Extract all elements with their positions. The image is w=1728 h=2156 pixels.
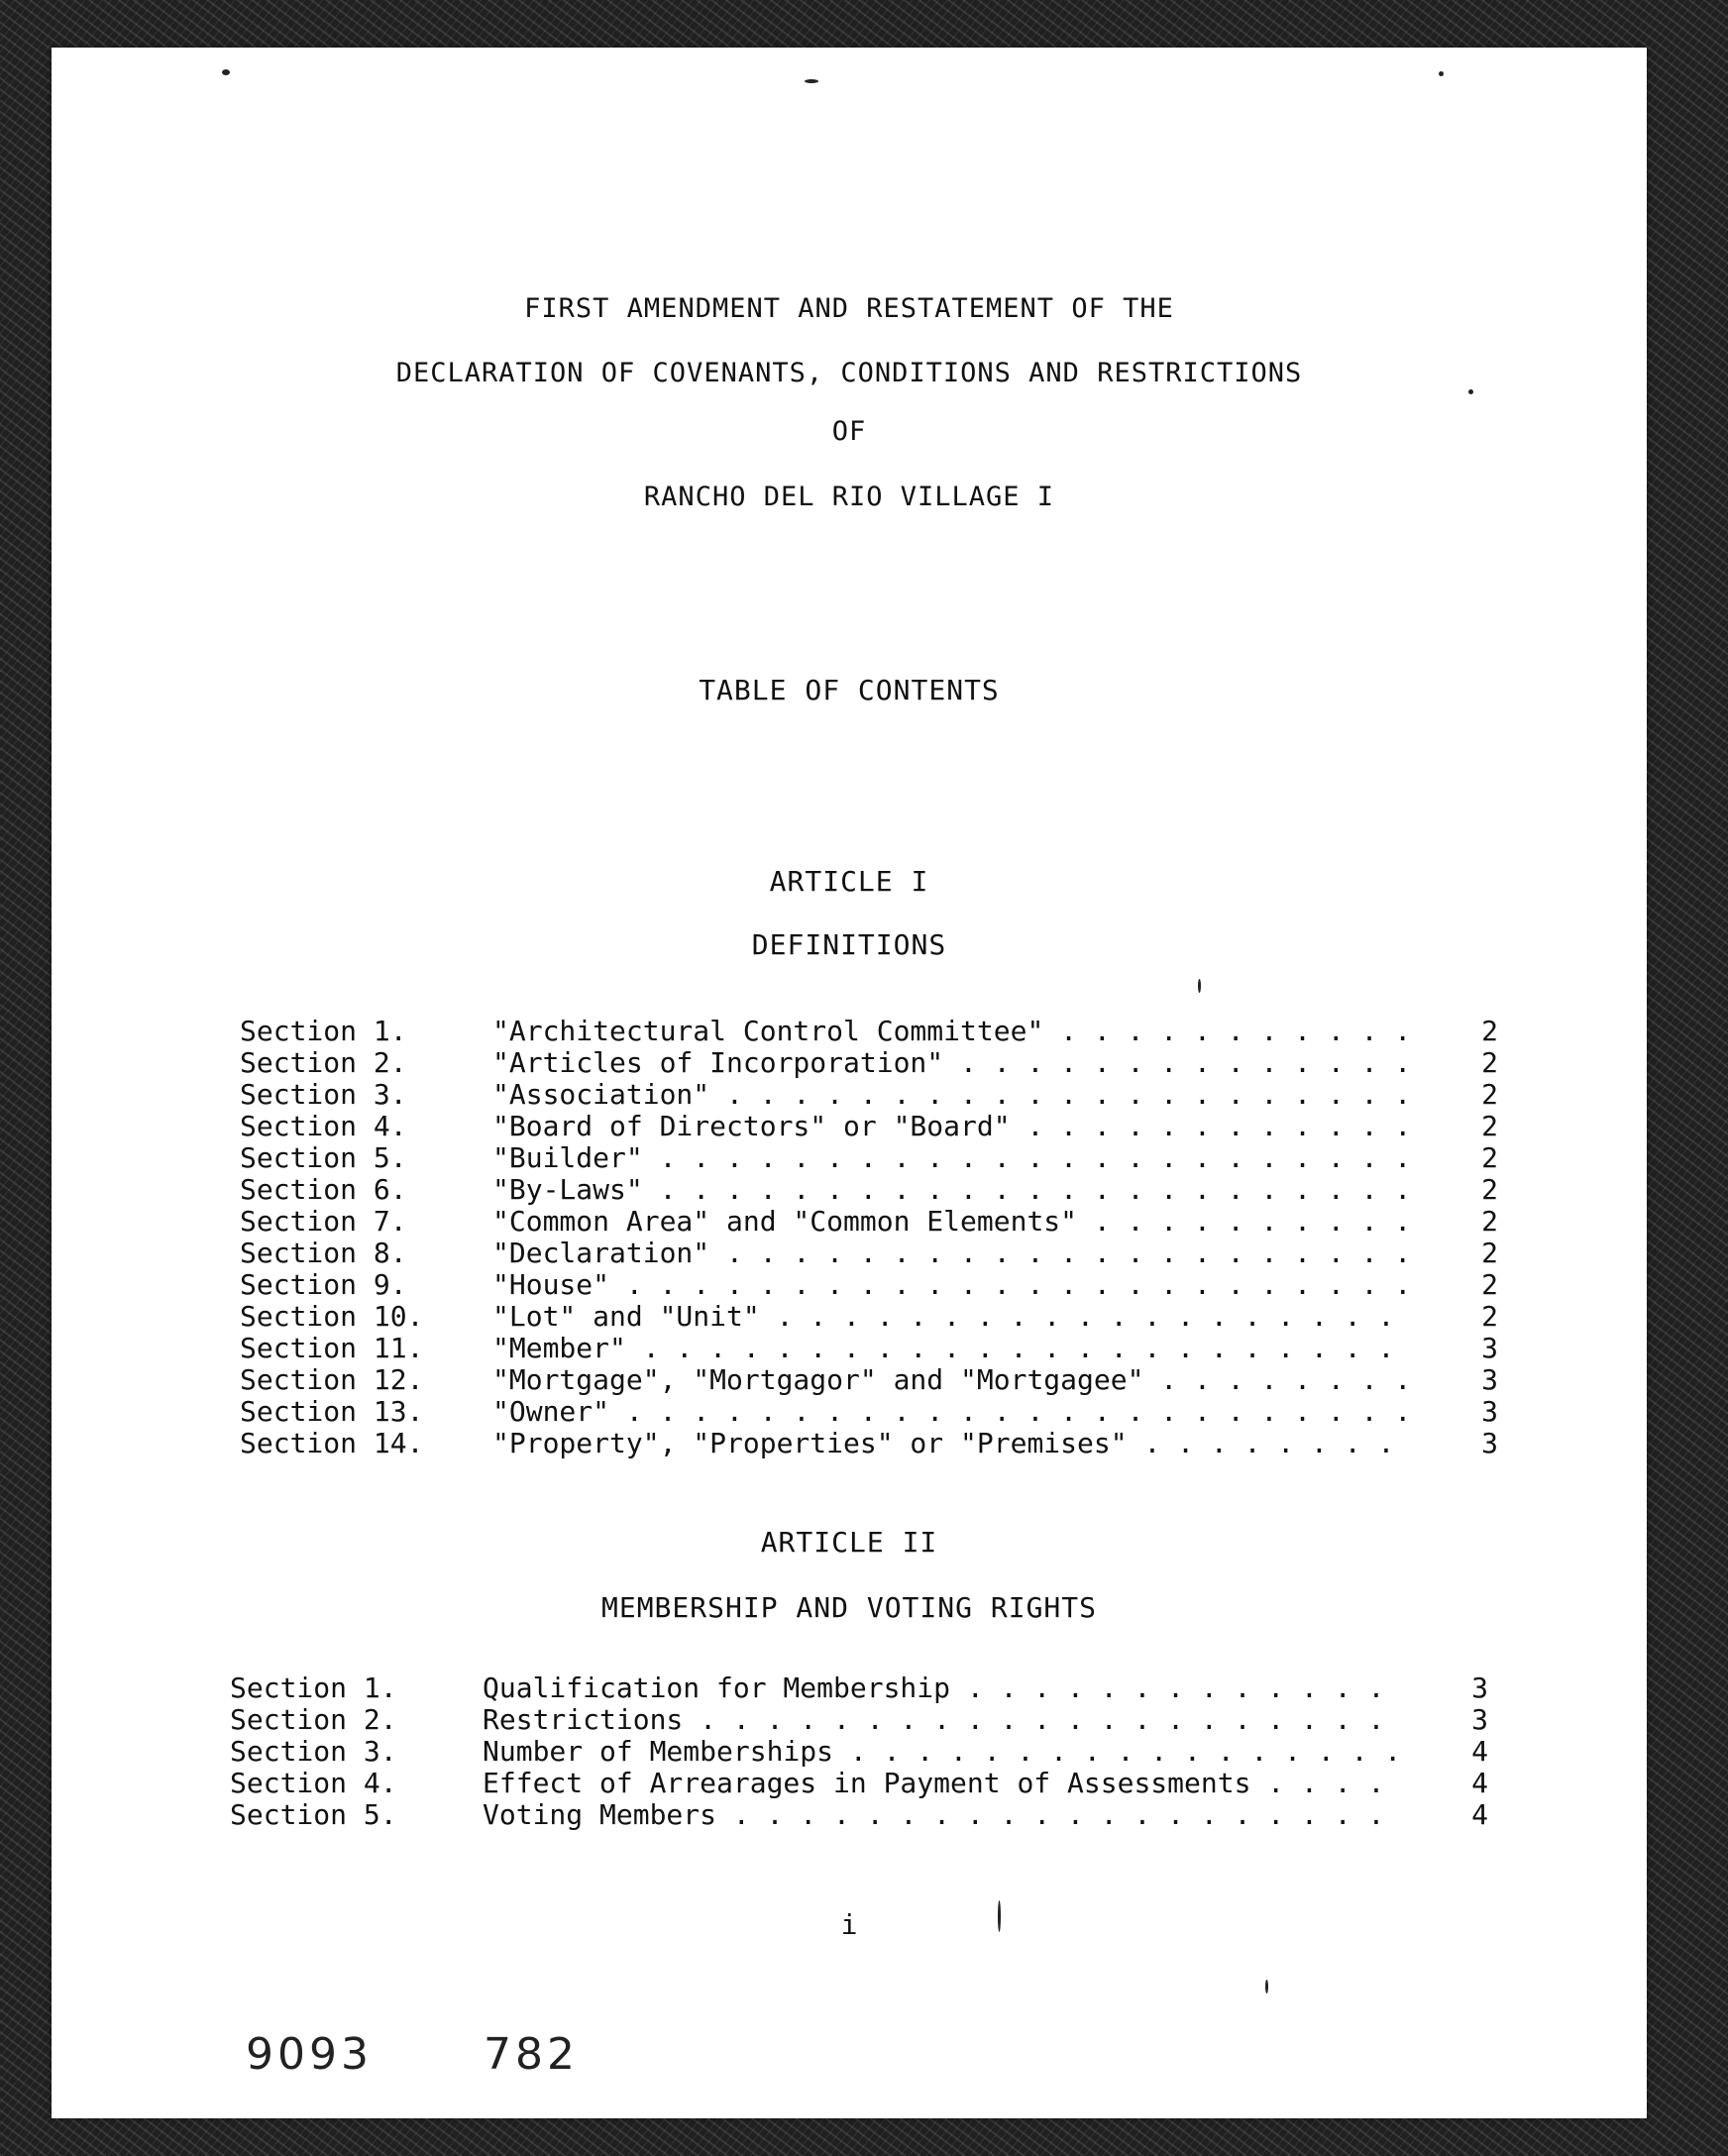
section-label: Section 7. xyxy=(240,1205,407,1238)
section-title: "Property", "Properties" or "Premises" . . . xyxy=(492,1428,1414,1459)
section-label: Section 5. xyxy=(240,1141,407,1174)
section-page-number: 4 xyxy=(1471,1735,1488,1768)
article-1-title: DEFINITIONS xyxy=(751,928,947,961)
section-label: Section 9. xyxy=(240,1268,407,1301)
section-page-number: 3 xyxy=(1481,1332,1498,1364)
section-title: "Articles of Incorporation" . . . xyxy=(492,1047,1414,1079)
section-page-number: 2 xyxy=(1481,1237,1498,1269)
section-title: "Builder" . . . xyxy=(492,1142,1414,1174)
document-title-line-3: OF xyxy=(831,416,867,447)
document-page xyxy=(52,48,1647,2118)
section-label: Section 1. xyxy=(230,1671,397,1704)
scan-speck xyxy=(998,1900,1001,1932)
section-label: Section 6. xyxy=(240,1173,407,1206)
section-title: "By-Laws" . . . xyxy=(492,1174,1414,1206)
section-page-number: 2 xyxy=(1481,1078,1498,1111)
document-title-line-2: DECLARATION OF COVENANTS, CONDITIONS AND RESTRICTIONS xyxy=(395,358,1303,388)
section-title: "Owner" . . . xyxy=(492,1396,1414,1428)
section-label: Section 4. xyxy=(240,1110,407,1142)
section-page-number: 2 xyxy=(1481,1300,1498,1333)
section-page-number: 2 xyxy=(1481,1173,1498,1206)
section-title: "Lot" and "Unit" . . . xyxy=(492,1301,1414,1333)
scan-speck xyxy=(1265,1980,1268,1994)
scan-speck xyxy=(1468,389,1473,394)
toc-heading: TABLE OF CONTENTS xyxy=(699,674,1000,706)
section-label: Section 3. xyxy=(240,1078,407,1111)
section-title: "Declaration" . . . xyxy=(492,1238,1414,1269)
section-label: Section 13. xyxy=(240,1395,424,1428)
page-number: i xyxy=(840,1908,858,1941)
section-page-number: 2 xyxy=(1481,1205,1498,1238)
section-page-number: 4 xyxy=(1471,1798,1488,1831)
document-title-line-1: FIRST AMENDMENT AND RESTATEMENT OF THE xyxy=(524,293,1174,324)
section-title: "Mortgage", "Mortgagor" and "Mortgagee" . . . xyxy=(492,1364,1414,1396)
article-2-title: MEMBERSHIP AND VOTING RIGHTS xyxy=(600,1591,1097,1624)
article-1-number: ARTICLE I xyxy=(769,865,929,898)
section-label: Section 1. xyxy=(240,1015,407,1047)
section-title: Qualification for Membership . . . xyxy=(483,1672,1404,1704)
section-title: "Member" . . . xyxy=(492,1333,1414,1364)
section-label: Section 12. xyxy=(240,1363,424,1396)
document-title-line-4: RANCHO DEL RIO VILLAGE I xyxy=(643,482,1055,512)
scan-speck xyxy=(1439,71,1444,76)
section-page-number: 3 xyxy=(1481,1363,1498,1396)
stamp-number-right: 782 xyxy=(484,2029,579,2080)
section-page-number: 3 xyxy=(1471,1671,1488,1704)
section-label: Section 2. xyxy=(240,1046,407,1079)
section-page-number: 2 xyxy=(1481,1110,1498,1142)
section-page-number: 3 xyxy=(1471,1703,1488,1736)
section-label: Section 3. xyxy=(230,1735,397,1768)
section-label: Section 11. xyxy=(240,1332,424,1364)
section-page-number: 2 xyxy=(1481,1268,1498,1301)
section-label: Section 14. xyxy=(240,1427,424,1459)
section-page-number: 4 xyxy=(1471,1767,1488,1799)
scan-speck xyxy=(1198,979,1201,993)
section-title: "Board of Directors" or "Board" . . . xyxy=(492,1111,1414,1142)
section-title: "Architectural Control Committee" . . . xyxy=(492,1016,1414,1047)
section-label: Section 5. xyxy=(230,1798,397,1831)
section-label: Section 10. xyxy=(240,1300,424,1333)
section-title: Restrictions . . . xyxy=(483,1704,1404,1736)
stamp-number-left: 9093 xyxy=(246,2029,373,2080)
scan-speck xyxy=(805,79,818,83)
section-page-number: 3 xyxy=(1481,1395,1498,1428)
section-page-number: 2 xyxy=(1481,1141,1498,1174)
section-page-number: 2 xyxy=(1481,1015,1498,1047)
section-page-number: 3 xyxy=(1481,1427,1498,1459)
section-title: "Common Area" and "Common Elements" . . . xyxy=(492,1206,1414,1238)
scan-speck xyxy=(222,69,230,75)
section-title: "Association" . . . xyxy=(492,1079,1414,1111)
section-title: Voting Members . . . xyxy=(483,1799,1404,1831)
section-title: Number of Memberships . . . xyxy=(483,1736,1404,1768)
section-label: Section 4. xyxy=(230,1767,397,1799)
section-title: "House" . . . xyxy=(492,1269,1414,1301)
section-label: Section 8. xyxy=(240,1237,407,1269)
section-label: Section 2. xyxy=(230,1703,397,1736)
section-page-number: 2 xyxy=(1481,1046,1498,1079)
article-2-number: ARTICLE II xyxy=(760,1526,938,1559)
section-title: Effect of Arrearages in Payment of Assessments . . . xyxy=(483,1768,1404,1799)
